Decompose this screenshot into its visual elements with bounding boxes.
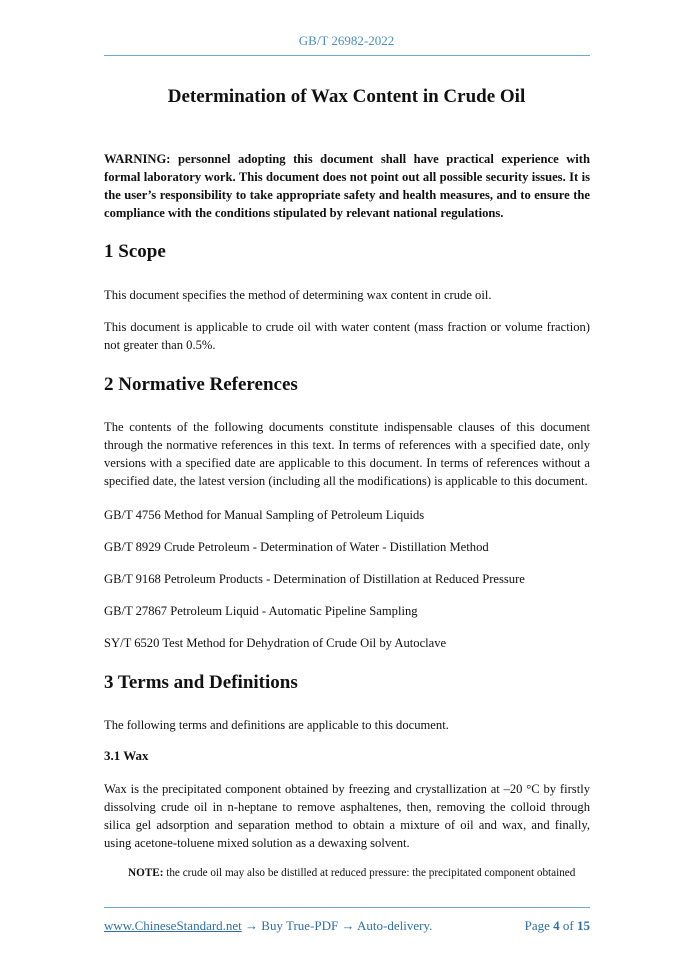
note-paragraph bbox=[128, 865, 590, 881]
document-title: Determination of Wax Content in Crude Oil bbox=[167, 86, 526, 107]
header-code: GB/T 26982-2022 bbox=[298, 33, 395, 48]
chinesestandard-link[interactable]: www.ChineseStandard.net bbox=[104, 918, 242, 933]
footer-rule bbox=[104, 907, 590, 908]
current-page: 4 bbox=[553, 918, 560, 933]
reference-item: SY/T 6520 Test Method for Dehydration of Crude Oil by Autoclave bbox=[104, 636, 447, 650]
note-label: NOTE: bbox=[128, 867, 164, 879]
total-pages: 15 bbox=[577, 918, 590, 933]
header-rule bbox=[104, 55, 590, 56]
auto-delivery-text: Auto-delivery. bbox=[357, 918, 433, 933]
normative-intro-paragraph: The contents of the following documents constitute indispensable clauses of this document through the normative references in this text. In terms of references with a specified date, only versions with a specified date are applicable to this document. In terms of references without a specified date, the latest version (including all the modifications) is applicable to this document. bbox=[104, 420, 590, 488]
scope-paragraph-1: This document specifies the method of determining wax content in crude oil. bbox=[104, 288, 492, 302]
of-label: of bbox=[562, 918, 574, 933]
note-text: the crude oil may also be distilled at reduced pressure: the precipitated component obtained bbox=[166, 867, 576, 879]
arrow-icon: → bbox=[245, 918, 259, 933]
page-label: Page bbox=[524, 918, 550, 933]
terms-intro-paragraph: The following terms and definitions are applicable to this document. bbox=[104, 718, 449, 732]
page-number bbox=[525, 918, 590, 934]
section-heading-scope: 1 Scope bbox=[104, 241, 166, 262]
warning-paragraph: WARNING: personnel adopting this document shall have practical experience with formal laboratory work. This document does not point out all possible security issues. It is the user’s responsibility to take appropriate safety and health measures, and to ensure the compliance with the conditions stipulated by relevant national regulations. bbox=[104, 152, 590, 220]
section-heading-normative-references: 2 Normative References bbox=[104, 374, 298, 395]
section-heading-terms: 3 Terms and Definitions bbox=[104, 672, 298, 693]
reference-item: GB/T 9168 Petroleum Products - Determination of Distillation at Reduced Pressure bbox=[104, 572, 525, 586]
scope-paragraph-2: This document is applicable to crude oil with water content (mass fraction or volume fraction) not greater than 0.5%. bbox=[104, 320, 590, 352]
reference-item: GB/T 8929 Crude Petroleum - Determination of Water - Distillation Method bbox=[104, 540, 489, 554]
wax-definition-paragraph: Wax is the precipitated component obtained by freezing and crystallization at –20 °C by firstly dissolving crude oil in n-heptane to remove asphaltenes, then, removing the colloid through silica gel adsorption and separation method to obtain a mixture of oil and wax, and finally, using acetone-toluene mixed solution as a dewaxing solvent. bbox=[104, 782, 590, 850]
footer-left bbox=[104, 918, 432, 934]
buy-true-pdf-text: Buy True-PDF bbox=[261, 918, 339, 933]
reference-item: GB/T 27867 Petroleum Liquid - Automatic Pipeline Sampling bbox=[104, 604, 418, 618]
subsection-heading-wax: 3.1 Wax bbox=[104, 748, 149, 763]
arrow-icon: → bbox=[341, 918, 355, 933]
reference-item: GB/T 4756 Method for Manual Sampling of Petroleum Liquids bbox=[104, 508, 425, 522]
